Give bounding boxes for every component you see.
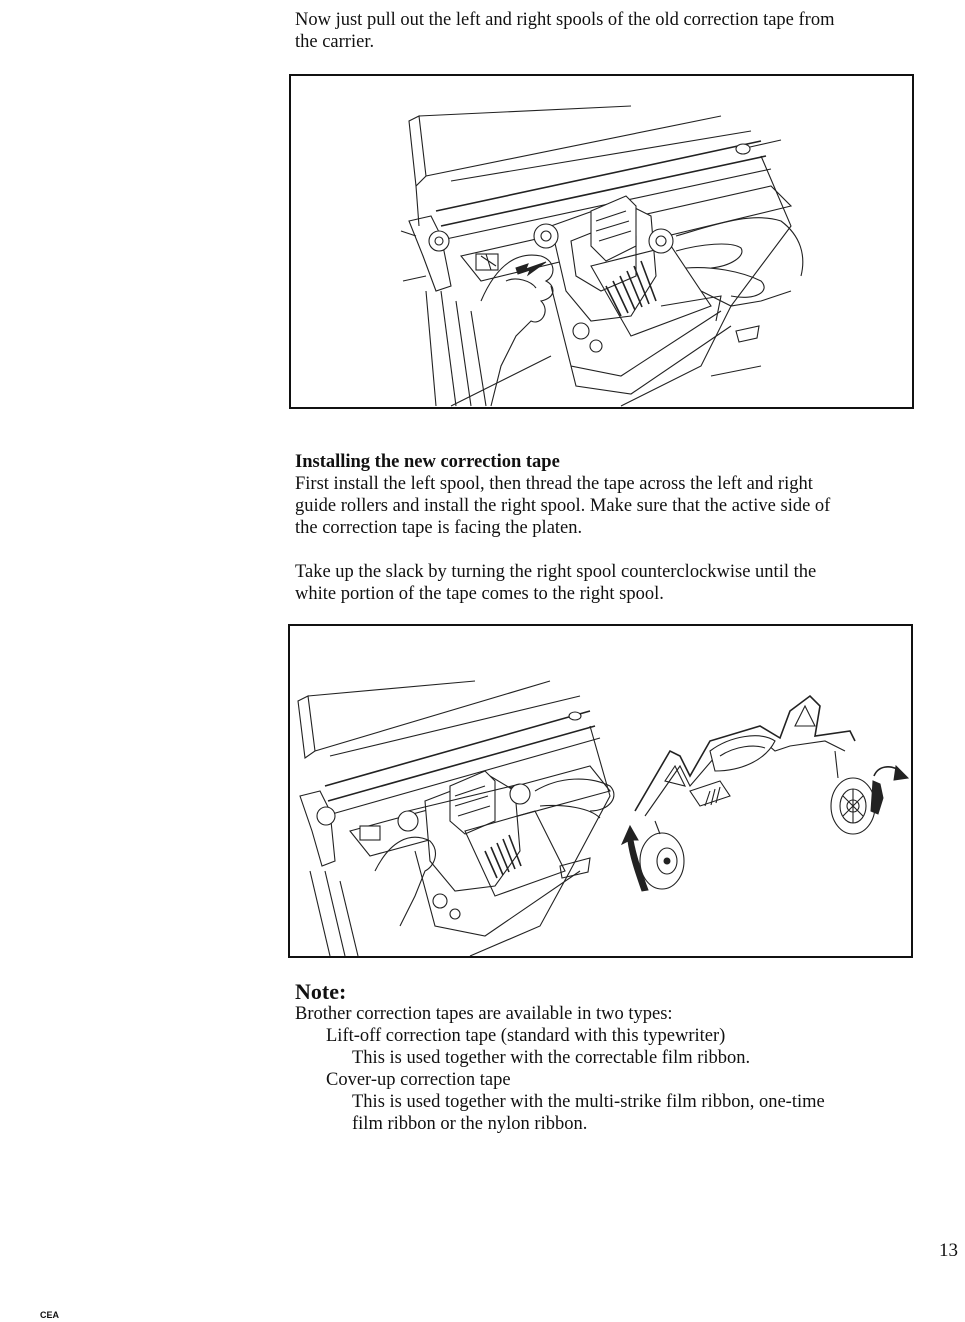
figure-remove-spools [289,74,914,409]
typewriter-carrier-remove-spools-illustration [291,76,912,407]
note-type2-desc-line-1: This is used together with the multi-strike film ribbon, one-time [352,1092,825,1112]
install-heading: Installing the new correction tape [295,452,560,472]
figure-install-spools [288,624,913,958]
note-heading: Note: [295,979,347,1004]
install-p2-line-2: white portion of the tape comes to the right spool. [295,584,664,604]
footer-code: CEA [40,1310,60,1320]
note-type2-desc-line-2: film ribbon or the nylon ribbon. [352,1114,588,1134]
install-p1-line-3: the correction tape is facing the platen. [295,518,583,538]
note-type2: Cover-up correction tape [326,1070,511,1090]
intro-line-1: Now just pull out the left and right spools of the old correction tape from [295,10,835,30]
install-p2-line-1: Take up the slack by turning the right spool counterclockwise until the [295,562,817,582]
note-intro: Brother correction tapes are available in two types: [295,1004,673,1024]
install-p1-line-1: First install the left spool, then thread the tape across the left and right [295,474,813,494]
install-p1-line-2: guide rollers and install the right spool. Make sure that the active side of [295,496,831,516]
note-type1: Lift-off correction tape (standard with this typewriter) [326,1026,726,1046]
page-number: 13 [939,1240,958,1261]
intro-line-2: the carrier. [295,32,375,52]
typewriter-carrier-install-spools-illustration [290,626,911,956]
note-type1-desc: This is used together with the correctable film ribbon. [352,1048,751,1068]
